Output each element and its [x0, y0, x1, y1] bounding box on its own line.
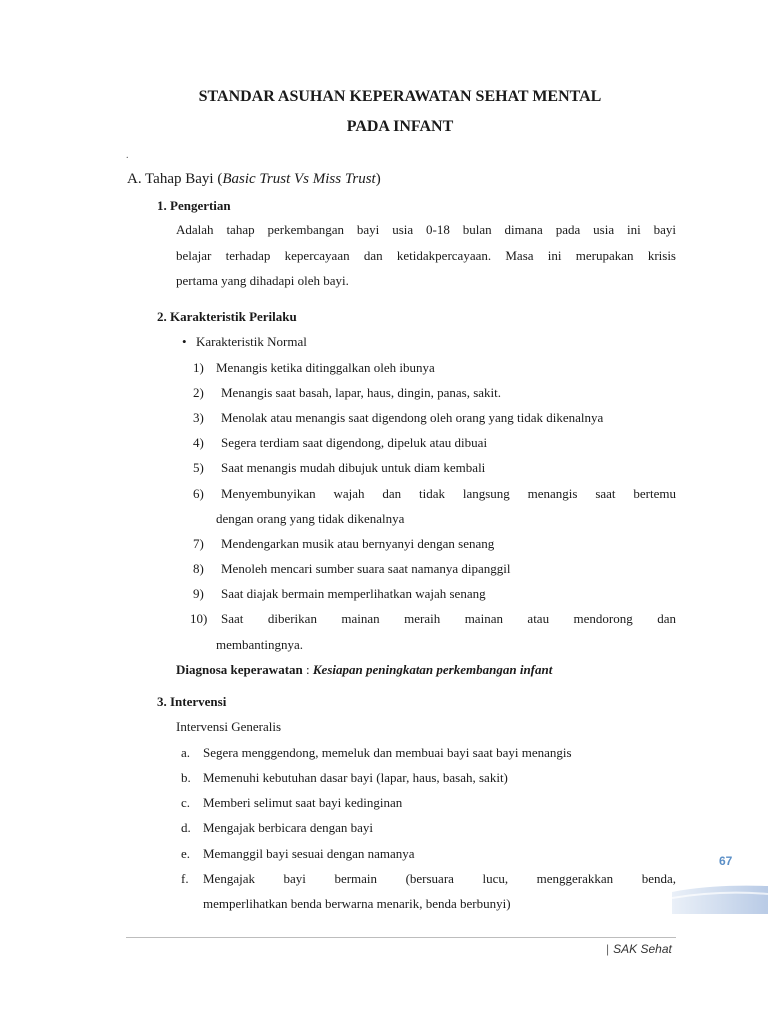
section-a-heading	[127, 171, 381, 188]
intervention-item-letter: c.	[181, 795, 191, 810]
list-item-text: Menangis saat basah, lapar, haus, dingin, panas, sakit.	[221, 385, 501, 400]
list-item-number: 10)	[190, 611, 208, 626]
list-item-text: Saat diajak bermain memperlihatkan wajah senang	[221, 586, 486, 601]
list-item-text: Mendengarkan musik atau bernyanyi dengan senang	[221, 536, 495, 551]
section-a-suffix: )	[375, 171, 381, 187]
section-a-prefix: A. Tahap Bayi (	[127, 171, 223, 187]
footer-separator: |	[606, 942, 610, 956]
list-item-continuation: dengan orang yang tidak dikenalnya	[216, 511, 405, 526]
list-item-number: 9)	[193, 586, 204, 601]
stray-dot: .	[126, 150, 129, 161]
list-item-number: 6)	[193, 486, 204, 501]
intervention-item-continuation: memperlihatkan benda berwarna menarik, benda berbunyi)	[203, 896, 511, 911]
diagnosis-separator: :	[302, 662, 313, 677]
list-item-number: 4)	[193, 435, 204, 450]
footer-text: SAK Sehat	[613, 942, 672, 956]
intervention-item-letter: a.	[181, 745, 191, 760]
list-item-text: Saat menangis mudah dibujuk untuk diam kembali	[221, 460, 486, 475]
pengertian-line-1: Adalah tahap perkembangan bayi usia 0-18 bulan dimana pada usia ini bayi	[176, 222, 676, 237]
intervention-item-text: Segera menggendong, memeluk dan membuai bayi saat bayi menangis	[203, 745, 572, 760]
intervention-item-text: Mengajak bayi bermain (bersuara lucu, menggerakkan benda,	[203, 871, 676, 886]
diagnosis-value: Kesiapan peningkatan perkembangan infant	[312, 662, 553, 677]
list-item-number: 8)	[193, 561, 204, 576]
karakteristik-subheading: Karakteristik Normal	[196, 334, 307, 349]
list-item-number: 1)	[193, 360, 204, 375]
list-item-text: Saat diberikan mainan meraih mainan atau mendorong dan	[221, 611, 676, 626]
karakteristik-heading: 2. Karakteristik Perilaku	[157, 309, 297, 324]
intervention-item-letter: f.	[181, 871, 189, 886]
intervensi-subheading: Intervensi Generalis	[176, 719, 282, 734]
list-item-number: 3)	[193, 410, 204, 425]
diagnosis-label: Diagnosa keperawatan	[176, 662, 303, 677]
intervention-item-letter: d.	[181, 820, 191, 835]
page-title-line-2: PADA INFANT	[346, 118, 454, 135]
intervention-item-text: Memberi selimut saat bayi kedinginan	[203, 795, 403, 810]
footer	[606, 942, 672, 956]
page-number: 67	[719, 854, 733, 868]
list-item-text: Segera terdiam saat digendong, dipeluk atau dibuai	[221, 435, 488, 450]
intervention-item-letter: b.	[181, 770, 191, 785]
list-item-text: Menangis ketika ditinggalkan oleh ibunya	[216, 360, 435, 375]
intervensi-heading: 3. Intervensi	[157, 694, 227, 709]
intervention-item-text: Memanggil bayi sesuai dengan namanya	[203, 846, 415, 861]
list-item-number: 7)	[193, 536, 204, 551]
pengertian-line-3: pertama yang dihadapi oleh bayi.	[176, 273, 349, 288]
pengertian-line-2: belajar terhadap kepercayaan dan ketidakpercayaan. Masa ini merupakan krisis	[176, 248, 676, 263]
diagnosis-line	[176, 662, 552, 678]
list-item-number: 5)	[193, 460, 204, 475]
intervention-item-letter: e.	[181, 846, 191, 861]
list-item-text: Menolak atau menangis saat digendong oleh orang yang tidak dikenalnya	[221, 410, 604, 425]
intervention-item-text: Mengajak berbicara dengan bayi	[203, 820, 374, 835]
intervention-item-text: Memenuhi kebutuhan dasar bayi (lapar, haus, basah, sakit)	[203, 770, 508, 785]
list-item-text: Menoleh mencari sumber suara saat namanya dipanggil	[221, 561, 511, 576]
page-corner-decoration	[672, 884, 768, 914]
list-item-continuation: membantingnya.	[216, 637, 304, 652]
section-a-italic: Basic Trust Vs Miss Trust	[222, 171, 376, 187]
list-item-text: Menyembunyikan wajah dan tidak langsung menangis saat bertemu	[221, 486, 676, 501]
list-item-number: 2)	[193, 385, 204, 400]
footer-divider	[126, 937, 676, 938]
pengertian-heading: 1. Pengertian	[157, 198, 231, 213]
karakteristik-bullet: •	[182, 334, 187, 349]
page-title-line-1: STANDAR ASUHAN KEPERAWATAN SEHAT MENTAL	[198, 88, 602, 105]
